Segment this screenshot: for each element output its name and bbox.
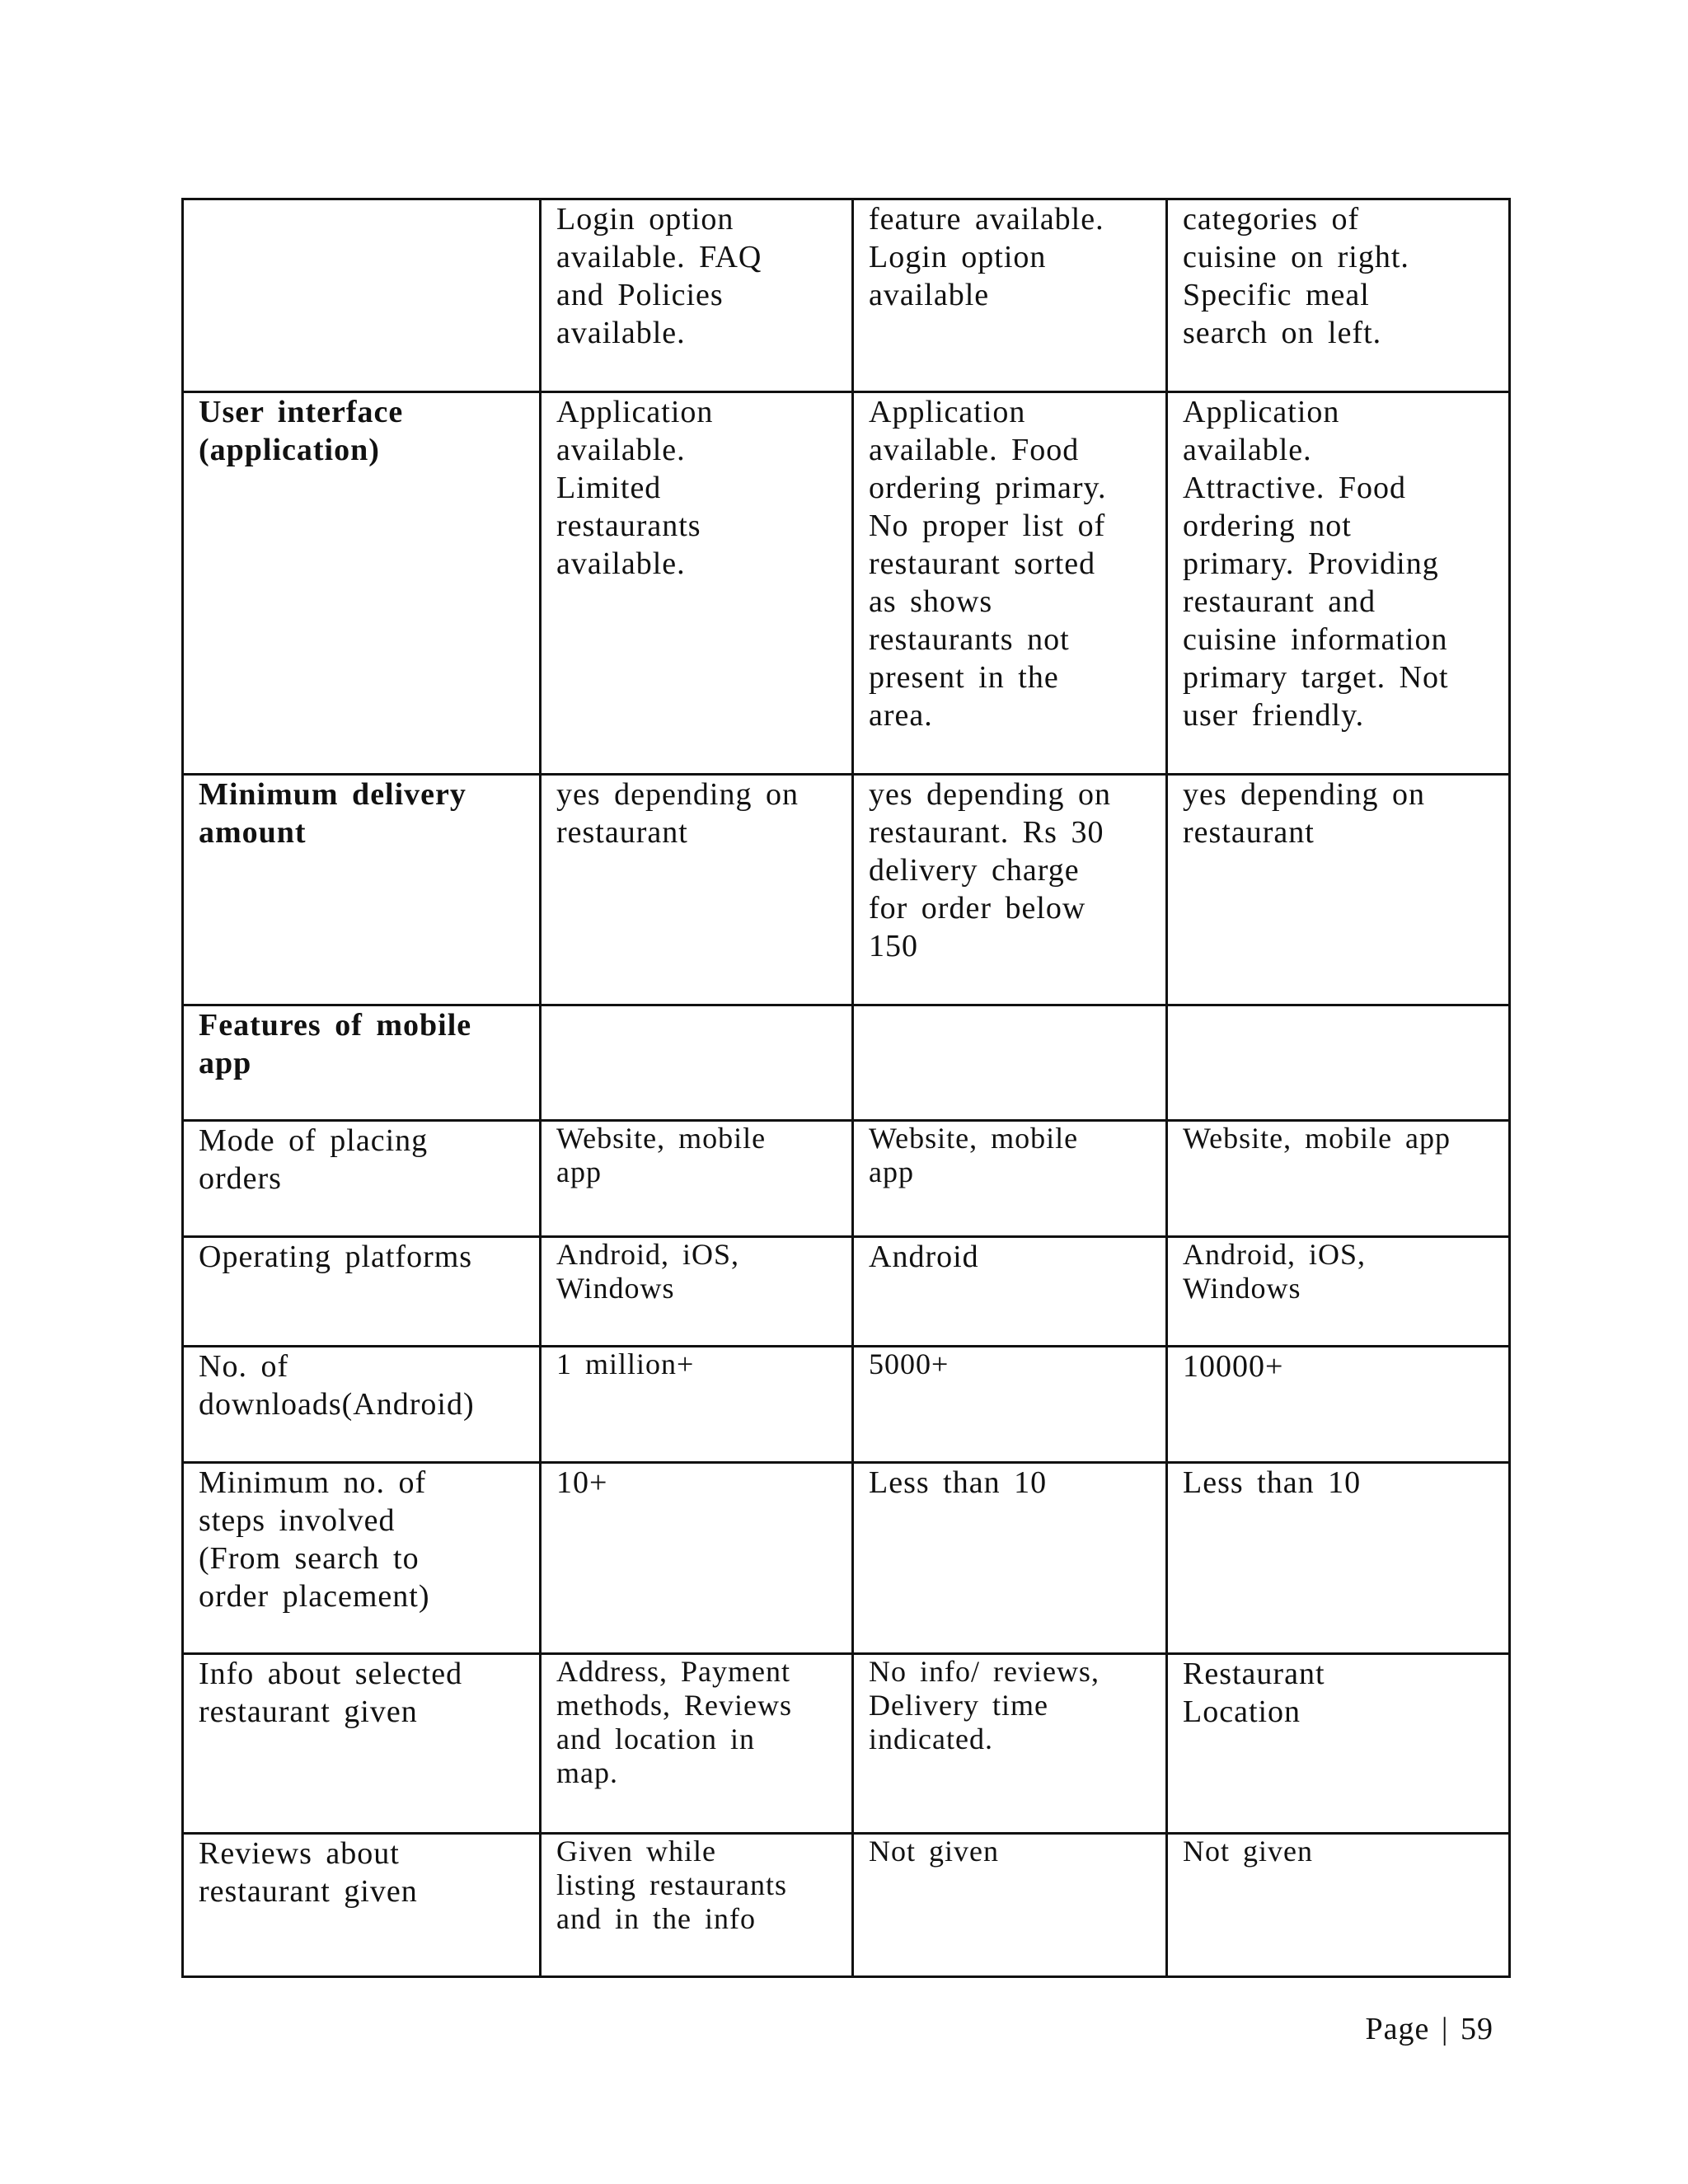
- table-cell: yes depending on restaurant. Rs 30 delivery charge for order below 150: [853, 775, 1167, 1005]
- table-cell: No info/ reviews, Delivery time indicated.: [853, 1654, 1167, 1834]
- row-label-cell: [183, 199, 541, 392]
- table-row: [183, 1237, 1510, 1347]
- table-row: [183, 1834, 1510, 1977]
- row-label-cell: Features of mobile app: [183, 1005, 541, 1121]
- table-cell: 10+: [541, 1463, 853, 1654]
- row-label-cell: No. of downloads(Android): [183, 1347, 541, 1463]
- table-cell: yes depending on restaurant: [1167, 775, 1510, 1005]
- table-cell: Restaurant Location: [1167, 1654, 1510, 1834]
- row-label-cell: Reviews about restaurant given: [183, 1834, 541, 1977]
- comparison-table: [181, 198, 1511, 1978]
- table-cell: [853, 1005, 1167, 1121]
- table-row: [183, 1121, 1510, 1237]
- table-cell: Less than 10: [853, 1463, 1167, 1654]
- row-label-cell: Info about selected restaurant given: [183, 1654, 541, 1834]
- table-cell: Application available. Attractive. Food ordering not primary. Providing restaurant and cuisine information primary target. Not user friendly.: [1167, 392, 1510, 775]
- row-label-cell: Minimum delivery amount: [183, 775, 541, 1005]
- row-label-cell: Minimum no. of steps involved (From search to order placement): [183, 1463, 541, 1654]
- table-cell: Given while listing restaurants and in the info: [541, 1834, 853, 1977]
- table-cell: categories of cuisine on right. Specific meal search on left.: [1167, 199, 1510, 392]
- table-row: [183, 775, 1510, 1005]
- table-cell: Website, mobile app: [541, 1121, 853, 1237]
- table-row: [183, 1005, 1510, 1121]
- table-row: [183, 1654, 1510, 1834]
- table-row: [183, 199, 1510, 392]
- table-cell: 10000+: [1167, 1347, 1510, 1463]
- table-cell: [1167, 1005, 1510, 1121]
- page-number: Page | 59: [1365, 2012, 1493, 2046]
- table-row: [183, 1347, 1510, 1463]
- row-label-cell: Operating platforms: [183, 1237, 541, 1347]
- table-cell: Android: [853, 1237, 1167, 1347]
- table-cell: 1 million+: [541, 1347, 853, 1463]
- table-cell: Android, iOS, Windows: [1167, 1237, 1510, 1347]
- table-cell: Android, iOS, Windows: [541, 1237, 853, 1347]
- table-cell: yes depending on restaurant: [541, 775, 853, 1005]
- row-label-cell: Mode of placing orders: [183, 1121, 541, 1237]
- table-cell: Address, Payment methods, Reviews and location in map.: [541, 1654, 853, 1834]
- table-cell: Website, mobile app: [1167, 1121, 1510, 1237]
- table-cell: [541, 1005, 853, 1121]
- table-cell: Application available. Limited restaurants available.: [541, 392, 853, 775]
- table-row: [183, 392, 1510, 775]
- table-cell: feature available. Login option available: [853, 199, 1167, 392]
- table-cell: Application available. Food ordering primary. No proper list of restaurant sorted as shows restaurants not present in the area.: [853, 392, 1167, 775]
- table-row: [183, 1463, 1510, 1654]
- table-cell: Website, mobile app: [853, 1121, 1167, 1237]
- table-cell: 5000+: [853, 1347, 1167, 1463]
- table-cell: Less than 10: [1167, 1463, 1510, 1654]
- row-label-cell: User interface (application): [183, 392, 541, 775]
- table-cell: Login option available. FAQ and Policies available.: [541, 199, 853, 392]
- table-cell: Not given: [1167, 1834, 1510, 1977]
- table-cell: Not given: [853, 1834, 1167, 1977]
